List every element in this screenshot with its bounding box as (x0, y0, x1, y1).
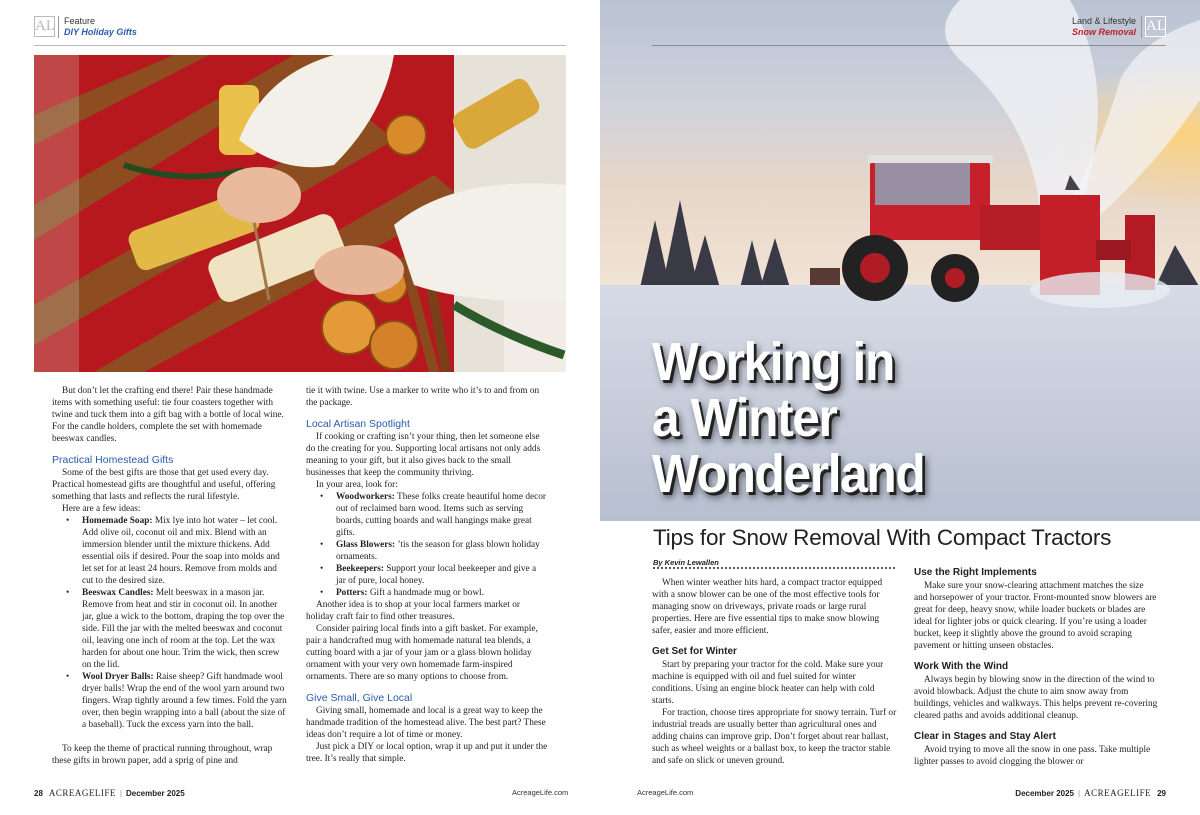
issue-date: December 2025 (1015, 789, 1075, 798)
list-item: • Potters: Gift a handmade mug or bowl. (336, 587, 548, 599)
paragraph: Some of the best gifts are those that get used every day. Practical homestead gifts are thoughtful and useful, offering something that lasts and reflects the rural lifestyle. (52, 468, 276, 502)
ideas-list (82, 515, 290, 731)
paragraph: Start by preparing your tractor for the cold. Make sure your machine is equipped with oil and fuel suited for winter conditions. Using an engine block heater can help with cold starts. (652, 660, 884, 706)
page-number: 29 (1157, 789, 1166, 798)
artisans-list (336, 491, 548, 599)
paragraph: tie it with twine. Use a marker to write who it’s to and from on the package. (306, 386, 540, 408)
section-heading: Clear in Stages and Stay Alert (914, 731, 1056, 742)
section-heading: Get Set for Winter (652, 646, 737, 657)
paragraph: Always begin by blowing snow in the direction of the wind to avoid blowback. Adjust the chute to aim snow away from buildings, vehicles and walkways. This helps prevent re-covering cleared paths and avoids additional cleanup. (914, 675, 1158, 721)
paragraph: For traction, choose tires appropriate for snowy terrain. Turf or industrial treads are usually better than agricultural ones and adding chains can improve grip. Don’t forget about rear ballast, such as wheel weights or a ballast box, to keep the tractor stable and safe on slick or uneven ground. (652, 708, 897, 766)
section-heading: Use the Right Implements (914, 567, 1037, 578)
article-dek: Tips for Snow Removal With Compact Tractors (653, 525, 1112, 550)
section-heading: Local Artisan Spotlight (306, 418, 410, 430)
dotted-divider (653, 567, 895, 569)
list-item: • Beeswax Candles: Melt beeswax in a mason jar. Remove from heat and stir in coconut oil. In another jar, glue a wick to the bottom, draping the top over the side. Fill the jar with the melted beeswax and coconut oil, leaving one inch of room at the top. Let the wax harden for about one hour. Trim the wick, then screw on the lid. (82, 587, 290, 671)
section-heading: Practical Homestead Gifts (52, 454, 174, 466)
paragraph: Just pick a DIY or local option, wrap it up and put it under the tree. It’s really that simple. (306, 742, 548, 764)
website-url: AcreageLife.com (637, 788, 694, 797)
website-url: AcreageLife.com (512, 788, 569, 797)
header-rule (652, 45, 1166, 46)
page-footer: 28 ACREAGELIFE | December 2025 (34, 788, 185, 798)
byline: By Kevin Lewallen (653, 558, 719, 567)
list-item: • Homemade Soap: Mix lye into hot water – let cool. Add olive oil, coconut oil and mix. Blend with an immersion blender until the mixture thickens. Add essential oils if desired. Pour the soap into molds and let set for at least 24 hours. Remove from molds and cut to the desired size. (82, 515, 290, 587)
page-number: 28 (34, 789, 43, 798)
paragraph: In your area, look for: (316, 480, 398, 490)
list-item: • Beekeepers: Support your local beekeeper and give a jar of pure, local honey. (336, 563, 548, 587)
right-column-1 (652, 577, 897, 767)
magazine-name: ACREAGELIFE (48, 788, 116, 798)
magazine-name: ACREAGELIFE (1084, 788, 1152, 798)
section-heading: Work With the Wind (914, 661, 1009, 672)
right-column-2 (914, 558, 1159, 768)
left-column-1 (52, 385, 290, 767)
paragraph: When winter weather hits hard, a compact tractor equipped with a snow blower can be one of the most effective tools for managing snow on driveways, private roads or large rural properties. Here are five essential tips to make snow blowing safer, easier and more efficient. (652, 578, 883, 636)
section-heading: Give Small, Give Local (306, 692, 413, 704)
issue-date: December 2025 (125, 789, 185, 798)
paragraph: Here are a few ideas: (62, 504, 141, 514)
al-logo-icon: AL (34, 16, 55, 37)
paragraph: To keep the theme of practical running throughout, wrap these gifts in brown paper, add a sprig of pine and (52, 744, 273, 766)
left-column-2 (306, 385, 548, 765)
subsection-label: Snow Removal (1071, 27, 1136, 37)
paragraph: If cooking or crafting isn’t your thing, then let someone else do the creating for you. Supporting local artisans not only adds meaning to your gift, but it also gives back to the small businesses that keep the community thriving. (306, 432, 541, 478)
list-item: • Wool Dryer Balls: Raise sheep? Gift handmade wool dryer balls! Wrap the end of the wool yarn around two fingers. Wrap tightly around a few times. Fold the yarn over, then begin wrapping into a ball (about the size of a baseball). Tuck the excess yarn into the ball. (82, 671, 290, 731)
paragraph: Consider pairing local finds into a gift basket. For example, pair a handcrafted mug with homemade natural tea blends, a cutting board with a jar of your jam or a glass blown holiday ornament with your very own homemade farm-inspired ornaments. There are so many options to choose from. (306, 624, 538, 682)
list-item: • Glass Blowers: ’tis the season for glass blown holiday ornaments. (336, 539, 548, 563)
list-item: • Woodworkers: These folks create beautiful home decor out of reclaimed barn wood. Items such as serving boards, cutting boards and wall hangings make great gifts. (336, 491, 548, 539)
paragraph: Another idea is to shop at your local farmers market or holiday craft fair to find other treasures. (306, 600, 520, 622)
section-label: Feature (64, 16, 96, 26)
section-label: Land & Lifestyle (1071, 16, 1136, 26)
article-headline: Working in a Winter Wonderland (652, 332, 925, 504)
page-footer: December 2025 | ACREAGELIFE 29 (1015, 788, 1166, 798)
subsection-label: DIY Holiday Gifts (64, 27, 137, 37)
paragraph: Avoid trying to move all the snow in one pass. Take multiple lighter passes to avoid clogging the blower or (914, 745, 1151, 767)
candle-gift-photo (34, 55, 566, 372)
paragraph: Giving small, homemade and local is a great way to keep the handmade tradition of the homestead alive. The best part? These ideas don’t require a lot of time or money. (306, 706, 546, 740)
header-rule (34, 45, 566, 46)
al-logo-icon: AL (1145, 16, 1166, 37)
right-page (600, 0, 1200, 815)
paragraph: But don’t let the crafting end there! Pair these handmade items with something useful: tie four coasters together with twine and tuck them into a gift bag with a bottle of local wine. For the candle holders, complete the set with homemade beeswax candles. (52, 386, 284, 444)
paragraph: Make sure your snow-clearing attachment matches the size and horsepower of your tractor. Front-mounted snow blowers are great for deep, heavy snow, while loader buckets or blades are ideal for lighter jobs or quick clearing. If you’re using a loader bucket, keep it slightly above the ground to avoid scraping pavement or hitting unseen obstacles. (914, 581, 1157, 651)
